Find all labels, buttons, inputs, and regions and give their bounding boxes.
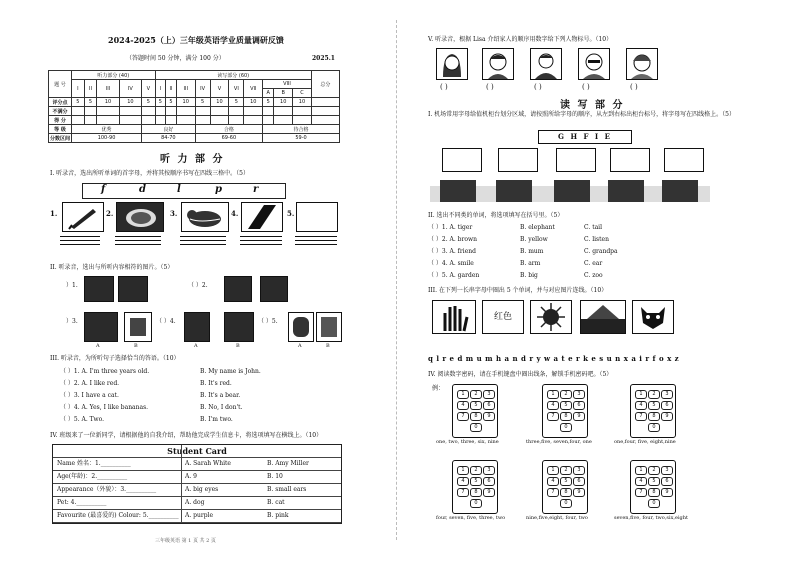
table-cell[interactable]	[72, 116, 85, 125]
keypad-key[interactable]: 3	[661, 466, 673, 475]
table-row-label: 评分点	[49, 98, 72, 107]
table-cell: V	[142, 80, 155, 98]
table-cell[interactable]	[311, 116, 339, 125]
keypad-key[interactable]: 4	[547, 477, 559, 486]
sun-picture	[530, 300, 572, 334]
option-label: B	[326, 343, 330, 349]
boy-portrait	[482, 48, 514, 80]
table-cell: A	[263, 89, 274, 98]
phone-keypad	[630, 384, 676, 438]
word-option: C. zoo	[584, 272, 603, 279]
table-cell[interactable]	[166, 116, 177, 125]
option-label: B	[236, 343, 240, 349]
keypad-key[interactable]: 5	[470, 477, 482, 486]
keypad-key[interactable]: 0	[560, 423, 572, 432]
option-label: A	[96, 343, 100, 349]
word-option: C. tail	[584, 224, 603, 231]
table-cell: I	[155, 80, 166, 98]
keypad-key[interactable]: 1	[547, 466, 559, 475]
table-cell[interactable]	[274, 116, 293, 125]
answer-parens[interactable]: ( )	[582, 83, 590, 91]
table-cell[interactable]	[263, 116, 274, 125]
keypad-key[interactable]: 7	[457, 412, 469, 421]
keypad-key[interactable]: 1	[635, 466, 647, 475]
table-cell: 10	[244, 98, 263, 107]
table-cell[interactable]	[229, 116, 244, 125]
page-divider	[396, 20, 397, 540]
item-number: 2.	[106, 209, 114, 218]
password-caption: nine,five,eight, four, two	[526, 515, 588, 521]
table-cell[interactable]	[263, 107, 274, 116]
table-cell: 5	[229, 98, 244, 107]
question-line: （ ）3. A. friend	[428, 248, 476, 255]
keypad-key[interactable]: 5	[560, 401, 572, 410]
keypad-key[interactable]: 2	[560, 390, 572, 399]
letter-option: r	[253, 184, 259, 195]
rw-question-4-prompt: IV. 阅读数字密码，请在手机键盘中圈出线条，解锁手机密码吧。（5）	[428, 371, 613, 378]
table-row-label: 不满分	[49, 107, 72, 116]
keypad-key[interactable]: 3	[483, 466, 495, 475]
table-cell: 59-0	[263, 134, 340, 143]
table-cell[interactable]	[84, 107, 97, 116]
table-cell[interactable]	[229, 107, 244, 116]
keypad-key[interactable]: 0	[648, 423, 660, 432]
question-line: （ ）2. A. brown	[428, 236, 478, 243]
keypad-key[interactable]: 1	[457, 466, 469, 475]
table-cell: 5	[166, 98, 177, 107]
table-cell[interactable]	[244, 116, 263, 125]
phone-keypad	[452, 460, 498, 514]
cat-picture	[181, 202, 229, 232]
keypad-key[interactable]: 9	[661, 488, 673, 497]
table-cell: 69-60	[195, 134, 263, 143]
keypad-key[interactable]: 8	[648, 412, 660, 421]
card-option: A. dog	[185, 499, 205, 506]
table-cell[interactable]	[97, 116, 119, 125]
item-number: 1.	[50, 209, 58, 218]
grandma-portrait	[626, 48, 658, 80]
table-cell[interactable]	[274, 107, 293, 116]
question-line: （ ）1. A. tiger	[428, 224, 473, 231]
question-line: （ ）4. A. Yes, I like bananas.	[60, 404, 149, 411]
table-cell[interactable]	[293, 107, 312, 116]
table-cell: III	[97, 80, 119, 98]
keypad-key[interactable]: 6	[483, 477, 495, 486]
table-header-listening: 听力部分 (40)	[72, 71, 156, 80]
table-row-label: 分数区间	[49, 135, 70, 142]
picture-option	[84, 312, 118, 342]
keypad-key[interactable]: 2	[470, 390, 482, 399]
table-cell[interactable]	[97, 107, 119, 116]
keypad-key[interactable]: 3	[573, 390, 585, 399]
keypad-key[interactable]: 7	[635, 412, 647, 421]
keypad-key[interactable]: 9	[483, 412, 495, 421]
card-field-label: Age(年龄)：2.__________	[57, 473, 128, 480]
empty-picture	[296, 202, 338, 232]
keypad-key[interactable]: 6	[661, 401, 673, 410]
table-cell: VIII	[263, 80, 312, 89]
word-option: B. mum	[520, 248, 544, 255]
option-label: A	[298, 343, 302, 349]
item-number: （ ）5.	[258, 318, 278, 325]
item-number: ）1.	[66, 282, 78, 289]
rw-question-2-prompt: II. 选出不同类的单词，将选项填写在括号里。（5）	[428, 212, 564, 219]
question-line: （ ）4. A. smile	[428, 260, 474, 267]
table-row-label: 得 分	[49, 116, 72, 125]
keypad-key[interactable]: 8	[648, 488, 660, 497]
table-cell[interactable]	[293, 116, 312, 125]
table-cell: B	[274, 89, 293, 98]
table-cell: C	[293, 89, 312, 98]
airport-sign-letters: G H F I E	[538, 130, 632, 144]
table-cell: IV	[195, 80, 210, 98]
keypad-key[interactable]: 8	[470, 412, 482, 421]
question-4-prompt: IV. 班级来了一位新同学，请根据他的自我介绍，帮助他完成学生信息卡，将选项填写在横线上。（10）	[50, 432, 323, 439]
table-cell: 5	[72, 98, 85, 107]
keypad-key[interactable]: 7	[547, 488, 559, 497]
table-cell: 10	[176, 98, 195, 107]
word-option: B. big	[520, 272, 538, 279]
table-cell[interactable]	[166, 107, 177, 116]
keypad-key[interactable]: 5	[648, 401, 660, 410]
answer-option: B. No, I don't.	[200, 404, 243, 411]
letter-options-box	[82, 183, 286, 199]
picture-option	[224, 312, 254, 342]
card-option: B. pink	[267, 512, 289, 519]
keypad-key[interactable]: 2	[648, 466, 660, 475]
word-option: B. yellow	[520, 236, 548, 243]
student-card-title: Student Card	[167, 446, 227, 456]
keypad-key[interactable]: 3	[661, 390, 673, 399]
exam-date: 2025.1	[312, 55, 335, 62]
keypad-key[interactable]: 0	[470, 499, 482, 508]
keypad-key[interactable]: 1	[547, 390, 559, 399]
keypad-key[interactable]: 4	[635, 401, 647, 410]
phone-keypad	[542, 384, 588, 438]
section-title-readwrite: 读 写 部 分	[560, 100, 625, 111]
question-line: （ ）2. A. I like red.	[60, 380, 120, 387]
letter-option: f	[101, 184, 106, 195]
score-table	[48, 70, 340, 143]
keypad-key[interactable]: 7	[547, 412, 559, 421]
card-option: B. cat	[267, 499, 285, 506]
table-cell[interactable]	[142, 107, 155, 116]
picture-option	[288, 312, 314, 342]
counter-sign	[498, 148, 538, 172]
keypad-key[interactable]: 9	[573, 412, 585, 421]
example-label: 例：	[432, 385, 445, 392]
question-line: （ ）1. A. I'm three years old.	[60, 368, 150, 375]
rw-question-1-prompt: I. 机场常用字母给值机柜台划分区域，请按照所给字母的顺序，从左到右标出柜台标号，将字母写在四线格上。（5）	[428, 111, 736, 118]
card-field-label: Favourite (最喜爱的) Colour: 5.__________	[57, 512, 179, 519]
fox-picture	[632, 300, 674, 334]
item-number: 5.	[287, 209, 295, 218]
card-option: B. Amy Miller	[267, 460, 309, 467]
red-word-card	[482, 300, 524, 334]
letter-option: p	[215, 184, 222, 195]
table-cell: 5	[142, 98, 155, 107]
picture-option	[316, 312, 342, 342]
password-caption: three,five, seven,four, one	[526, 439, 592, 445]
answer-option: B. My name is John.	[200, 368, 261, 375]
table-header-readwrite: 读写部分 (60)	[155, 71, 311, 80]
table-cell: 100-90	[72, 134, 142, 143]
page-footer: 三年级英语 第 1 页 共 2 页	[155, 538, 216, 544]
red-word: 红色	[493, 312, 512, 322]
table-cell	[311, 98, 339, 107]
girl-portrait	[436, 48, 468, 80]
table-cell[interactable]	[210, 107, 229, 116]
phone-keypad	[452, 384, 498, 438]
table-cell[interactable]	[119, 107, 141, 116]
table-cell[interactable]	[210, 116, 229, 125]
table-cell: I	[72, 80, 85, 98]
letter-option: l	[177, 184, 181, 195]
table-cell[interactable]	[72, 107, 85, 116]
keypad-key[interactable]: 2	[648, 390, 660, 399]
item-number: 3.	[170, 209, 178, 218]
table-cell[interactable]	[155, 116, 166, 125]
table-cell: 10	[210, 98, 229, 107]
table-cell: 84-70	[142, 134, 196, 143]
keypad-key[interactable]: 9	[483, 488, 495, 497]
table-cell: 待合格	[263, 125, 340, 134]
keypad-key[interactable]: 6	[483, 401, 495, 410]
dog-picture	[116, 202, 164, 232]
table-cell[interactable]	[244, 107, 263, 116]
water-picture	[580, 300, 626, 334]
keypad-key[interactable]: 9	[661, 412, 673, 421]
card-option: A. purple	[185, 512, 214, 519]
answer-parens[interactable]: ( )	[486, 83, 494, 91]
picture-option	[124, 312, 152, 342]
table-cell: 合格	[195, 125, 263, 134]
picture-option	[118, 276, 148, 302]
keypad-key[interactable]: 2	[560, 466, 572, 475]
question-3-prompt: III. 听录音，为所听句子选择恰当的答语。（10）	[50, 355, 180, 362]
keypad-key[interactable]: 5	[648, 477, 660, 486]
picture-option	[184, 312, 210, 342]
keypad-key[interactable]: 5	[470, 401, 482, 410]
picture-option	[84, 276, 114, 302]
table-cell[interactable]	[195, 107, 210, 116]
table-header-total: 总分	[311, 71, 339, 98]
keypad-key[interactable]: 6	[661, 477, 673, 486]
option-label: B	[134, 343, 138, 349]
letter-option: d	[139, 184, 146, 195]
card-option: B. small ears	[267, 486, 307, 493]
keypad-key[interactable]: 7	[457, 488, 469, 497]
item-number: 4.	[231, 209, 239, 218]
table-cell[interactable]	[155, 107, 166, 116]
keypad-key[interactable]: 3	[483, 390, 495, 399]
table-header-qnum: 题 号	[49, 71, 72, 98]
picture-option	[260, 276, 288, 302]
ruler-picture	[241, 202, 283, 232]
card-option: A. 9	[185, 473, 197, 480]
keypad-key[interactable]: 8	[560, 412, 572, 421]
counter-sign	[610, 148, 650, 172]
keypad-key[interactable]: 6	[573, 401, 585, 410]
rw-question-3-prompt: III. 在下列一长串字母中圈出 5 个单词，并与对应图片连线。（10）	[428, 287, 608, 294]
letter-string: q l r e d m u m h a n d r y w a t e r k e s u n x a i r f o x z	[428, 354, 680, 363]
table-cell: 良好	[142, 125, 196, 134]
keypad-key[interactable]: 7	[635, 488, 647, 497]
card-field-label: Pet: 4.__________	[57, 499, 107, 506]
item-number: （ ）4.	[156, 318, 176, 325]
item-number: （ ）2.	[188, 282, 208, 289]
table-cell: 5	[195, 98, 210, 107]
answer-parens[interactable]: ( )	[440, 83, 448, 91]
phone-keypad	[542, 460, 588, 514]
keypad-key[interactable]: 2	[470, 466, 482, 475]
grandpa-portrait	[578, 48, 610, 80]
phone-keypad	[630, 460, 676, 514]
pen-picture	[62, 202, 104, 232]
keypad-key[interactable]: 1	[457, 390, 469, 399]
table-cell: V	[210, 80, 229, 98]
keypad-key[interactable]: 6	[573, 477, 585, 486]
password-caption: seven,five, four, two,six,eight	[614, 515, 688, 521]
keypad-key[interactable]: 4	[457, 477, 469, 486]
table-cell: 10	[274, 98, 293, 107]
table-cell: VII	[244, 80, 263, 98]
picture-option	[224, 276, 252, 302]
exam-title: 2024-2025（上）三年级英语学业质量调研反馈	[108, 35, 284, 45]
password-caption: one,four, five, eight,nine	[614, 439, 676, 445]
keypad-key[interactable]: 1	[635, 390, 647, 399]
keypad-key[interactable]: 0	[648, 499, 660, 508]
question-line: （ ）5. A. Two.	[60, 416, 105, 423]
table-cell[interactable]	[142, 116, 155, 125]
man-portrait	[530, 48, 562, 80]
word-option: B. arm	[520, 260, 541, 267]
table-cell: 5	[263, 98, 274, 107]
table-cell: 5	[84, 98, 97, 107]
counter-sign	[556, 148, 596, 172]
table-cell: VI	[229, 80, 244, 98]
table-cell[interactable]	[176, 116, 195, 125]
table-cell[interactable]	[119, 116, 141, 125]
table-cell: 优秀	[72, 125, 142, 134]
answer-option: B. It's a bear.	[200, 392, 241, 399]
answer-option: B. I'm two.	[200, 416, 233, 423]
card-option: B. 10	[267, 473, 283, 480]
answer-parens[interactable]: ( )	[630, 83, 638, 91]
table-row-label: 等 级	[49, 125, 72, 134]
counter-sign	[664, 148, 704, 172]
question-line: （ ）5. A. garden	[428, 272, 480, 279]
password-caption: one, two, three, six, nine	[436, 439, 499, 445]
word-option: B. elephant	[520, 224, 555, 231]
keypad-key[interactable]: 8	[470, 488, 482, 497]
word-option: C. listen	[584, 236, 609, 243]
keypad-key[interactable]: 4	[457, 401, 469, 410]
student-card	[52, 444, 342, 524]
card-field-label: Name 姓名：1.__________	[57, 460, 131, 467]
section-title-listening: 听 力 部 分	[160, 154, 225, 165]
card-option: A. big eyes	[185, 486, 219, 493]
keypad-key[interactable]: 8	[560, 488, 572, 497]
card-option: A. Sarah White	[185, 460, 231, 467]
table-cell: 10	[119, 98, 141, 107]
table-cell[interactable]	[84, 116, 97, 125]
exam-subtitle: （答题时间 50 分钟，满分 100 分）	[126, 55, 225, 62]
keypad-key[interactable]: 0	[470, 423, 482, 432]
table-cell[interactable]	[311, 107, 339, 116]
hand-picture	[432, 300, 476, 334]
table-cell: II	[84, 80, 97, 98]
keypad-key[interactable]: 4	[635, 477, 647, 486]
option-label: A	[194, 343, 198, 349]
table-cell: II	[166, 80, 177, 98]
question-5-prompt: V. 听录音，根据 Lisa 介绍家人的顺序用数字给下列人物标号。（10）	[428, 36, 613, 43]
table-cell: IV	[119, 80, 141, 98]
keypad-key[interactable]: 3	[573, 466, 585, 475]
answer-option: B. It's red.	[200, 380, 232, 387]
word-option: C. ear	[584, 260, 603, 267]
item-number: ）3.	[66, 318, 78, 325]
checkin-counters-illustration	[430, 172, 710, 208]
table-cell: 5	[155, 98, 166, 107]
question-2-prompt: II. 听录音，选出与所听内容相符的图片。（5）	[50, 264, 174, 271]
table-cell[interactable]	[176, 107, 195, 116]
table-cell[interactable]	[195, 116, 210, 125]
counter-sign	[442, 148, 482, 172]
table-cell: 10	[97, 98, 119, 107]
word-option: C. grandpa	[584, 248, 618, 255]
question-1-prompt: I. 听录音，选出所听单词的首字母，并将其按顺序书写在四线三格中。（5）	[50, 170, 250, 177]
answer-parens[interactable]: ( )	[534, 83, 542, 91]
keypad-key[interactable]: 0	[560, 499, 572, 508]
question-line: （ ）3. I have a cat.	[60, 392, 119, 399]
password-caption: four, seven, five, three, two	[436, 515, 506, 521]
table-cell: III	[176, 80, 195, 98]
keypad-key[interactable]: 5	[560, 477, 572, 486]
table-cell: 10	[293, 98, 312, 107]
card-field-label: Appearance（外貌）：3.__________	[57, 486, 157, 493]
keypad-key[interactable]: 4	[547, 401, 559, 410]
keypad-key[interactable]: 9	[573, 488, 585, 497]
